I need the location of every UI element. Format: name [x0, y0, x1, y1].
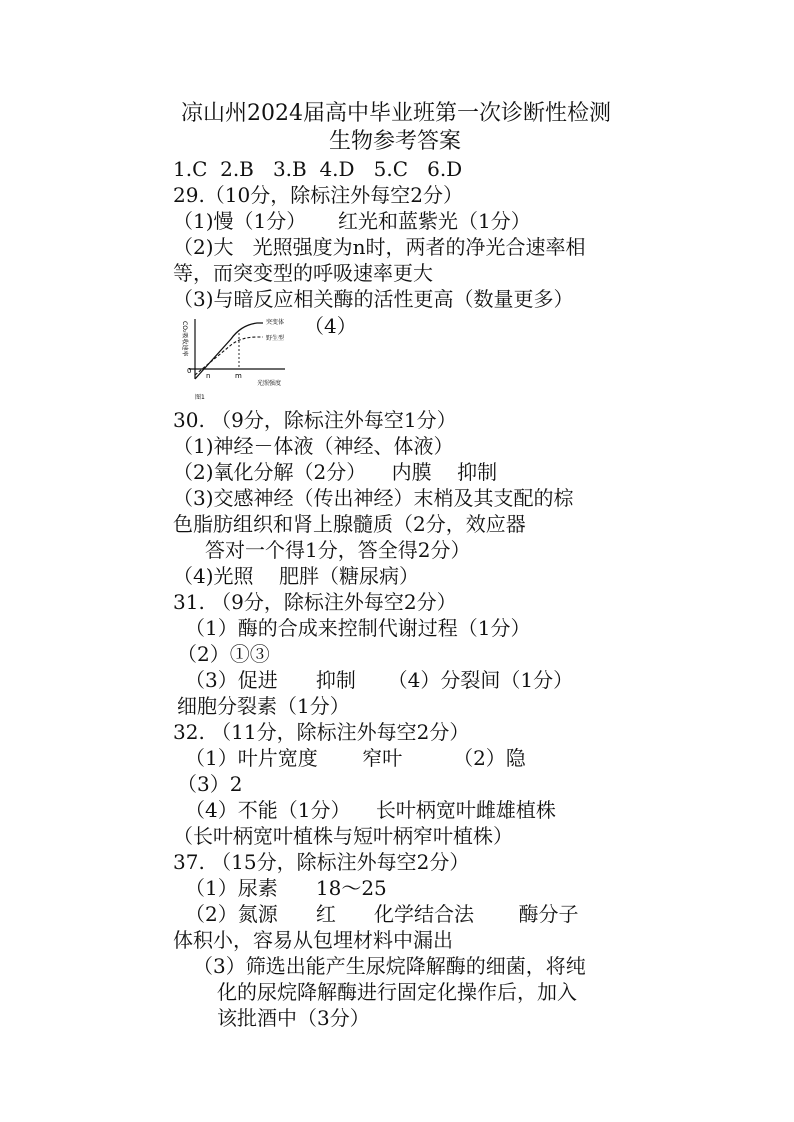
q30-answer-4: （4)光照 肥胖（糖尿病）	[173, 564, 419, 588]
q31-header: 31. （9分，除标注外每空2分）	[173, 590, 457, 614]
q32-header: 32. （11分，除标注外每空2分）	[173, 720, 470, 744]
q31-answer-2: （2）①③	[177, 642, 270, 666]
q32-answer-2: （3）2	[177, 772, 243, 796]
figure-tick-m: m	[235, 372, 242, 380]
figure-caption: 图1	[195, 394, 205, 401]
q37-answer-3-line-1: （3）筛选出能产生尿烷降解酶的细菌，将纯	[193, 954, 586, 978]
figure-label-wild: 野生型	[266, 335, 285, 342]
q30-header: 30. （9分，除标注外每空1分）	[173, 408, 457, 432]
q32-answer-1: （1）叶片宽度 窄叶 （2）隐	[185, 746, 526, 770]
q37-header: 37. （15分，除标注外每空2分）	[173, 850, 470, 874]
q32-answer-3: （4）不能（1分） 长叶柄宽叶雌雄植株	[185, 798, 556, 822]
q37-answer-2-line-1: （2）氮源 红 化学结合法 酶分子	[185, 902, 579, 926]
figure-tick-n: n	[206, 372, 211, 380]
q37-answer-3-line-3: 该批酒中（3分）	[217, 1006, 370, 1030]
curve-mutant	[195, 323, 263, 379]
q29-answer-4: （4）	[304, 314, 357, 338]
q30-answer-3-line-1: （3)交感神经（传出神经）末梢及其支配的棕	[173, 486, 574, 510]
q31-answer-4: 细胞分裂素（1分）	[177, 694, 350, 718]
page-title-line-2: 生物参考答案	[329, 129, 462, 154]
q31-answer-1: （1）酶的合成来控制代谢过程（1分）	[185, 616, 531, 640]
q30-answer-1: （1)神经－体液（神经、体液）	[173, 434, 454, 458]
q29-header: 29.（10分，除标注外每空2分）	[173, 183, 463, 207]
q37-answer-2-line-2: 体积小，容易从包埋材料中漏出	[173, 928, 453, 952]
choice-answers: 1.C 2.B 3.B 4.D 5.C 6.D	[173, 157, 463, 181]
q32-answer-4: （长叶柄宽叶植株与短叶柄窄叶植株）	[173, 824, 513, 848]
q29-answer-2-line-1: （2)大 光照强度为n时，两者的净光合速率相	[173, 235, 586, 259]
q37-answer-3-line-2: 化的尿烷降解酶进行固定化操作后，加入	[217, 980, 577, 1004]
q37-answer-1: （1）尿素 18～25	[185, 876, 387, 900]
q30-answer-2: （2)氧化分解（2分） 内膜 抑制	[173, 460, 498, 484]
figure-label-mutant: 突变体	[266, 319, 285, 326]
q29-figure-photosynthesis-curve	[173, 313, 303, 403]
q31-answer-3: （3）促进 抑制 （4）分裂间（1分）	[185, 668, 574, 692]
q30-answer-3-line-3: 答对一个得1分，答全得2分）	[205, 538, 471, 562]
figure-xlabel: 光照强度	[257, 380, 282, 387]
page-title-line-1: 凉山州2024届高中毕业班第一次诊断性检测	[181, 101, 611, 126]
q29-answer-2-line-2: 等，而突变型的呼吸速率更大	[173, 261, 433, 285]
figure-ylabel: CO₂吸收速率	[181, 321, 188, 357]
q30-answer-3-line-2: 色脂肪组织和肾上腺髓质（2分，效应器	[173, 512, 526, 536]
q29-answer-1: （1)慢（1分） 红光和蓝紫光（1分）	[173, 209, 531, 233]
q29-answer-3: （3)与暗反应相关酶的活性更高（数量更多）	[173, 287, 574, 311]
figure-origin-label: 0	[187, 367, 192, 375]
